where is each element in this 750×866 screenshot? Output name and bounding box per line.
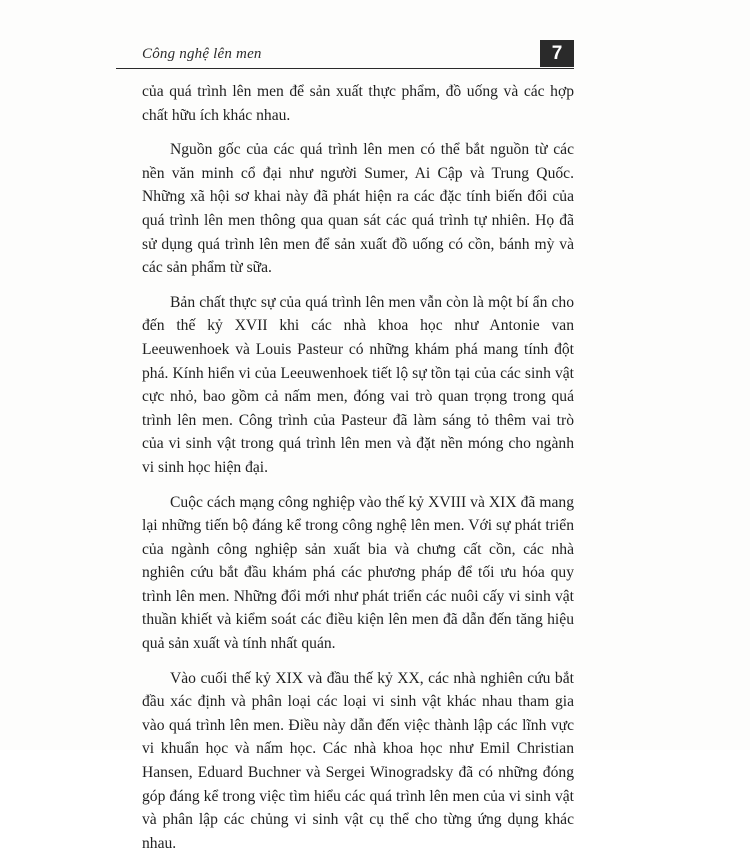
page-number: 7 — [540, 40, 574, 67]
running-header-title: Công nghệ lên men — [142, 46, 262, 62]
paragraph-industrial-revolution: Cuộc cách mạng công nghiệp vào thế kỷ XVIII và XIX đã mang lại những tiến bộ đáng kể trong công nghệ lên men. Với sự phát triển của ngành công nghiệp sản xuất bia và chưng cất cồn, các nhà nghiên cứu bắt đầu khám phá các phương pháp để tối ưu hóa quy trình lên men. Những đổi mới như phát triển các nuôi cấy vi sinh vật thuần khiết và kiểm soát các điều kiện lên men đã dẫn đến tăng hiệu quả sản xuất và tính nhất quán. — [142, 493, 574, 653]
body-text — [142, 80, 574, 866]
paragraph-origins: Nguồn gốc của các quá trình lên men có thể bắt nguồn từ các nền văn minh cổ đại như người Sumer, Ai Cập và Trung Quốc. Những xã hội sơ khai này đã phát hiện ra các đặc tính biến đổi của quá trình lên men thông qua quan sát các quá trình tự nhiên. Họ đã sử dụng quá trình lên men để sản xuất đồ uống có cồn, bánh mỳ và các sản phẩm từ sữa. — [142, 141, 574, 277]
paragraph-nature: Bản chất thực sự của quá trình lên men vẫn còn là một bí ẩn cho đến thế kỷ XVII khi các nhà khoa học như Antonie van Leeuwenhoek và Louis Pasteur có những khám phá mang tính đột phá. Kính hiển vi của Leeuwenhoek tiết lộ sự tồn tại của các sinh vật cực nhỏ, bao gồm cả nấm men, đóng vai trò quan trọng trong quá trình lên men. Công trình của Pasteur đã làm sáng tỏ thêm vai trò của vi sinh vật trong quá trình lên men và đặt nền móng cho ngành vi sinh học hiện đại. — [142, 293, 574, 476]
header-rule — [116, 68, 574, 69]
running-header — [116, 44, 574, 68]
paragraph-continuation: của quá trình lên men để sản xuất thực phẩm, đồ uống và các hợp chất hữu ích khác nhau. — [142, 83, 574, 124]
paragraph-late-19th-century: Vào cuối thế kỷ XIX và đầu thế kỷ XX, các nhà nghiên cứu bắt đầu xác định và phân loại các loại vi sinh vật khác nhau tham gia vào quá trình lên men. Điều này dẫn đến việc thành lập các lĩnh vực vi khuẩn học và nấm học. Các nhà khoa học như Emil Christian Hansen, Eduard Buchner và Sergei Winogradsky đã có những đóng góp đáng kể trong việc tìm hiểu các quá trình lên men của vi sinh vật và phân lập các chủng vi sinh vật cụ thể cho từng ứng dụng khác nhau. — [142, 669, 574, 852]
